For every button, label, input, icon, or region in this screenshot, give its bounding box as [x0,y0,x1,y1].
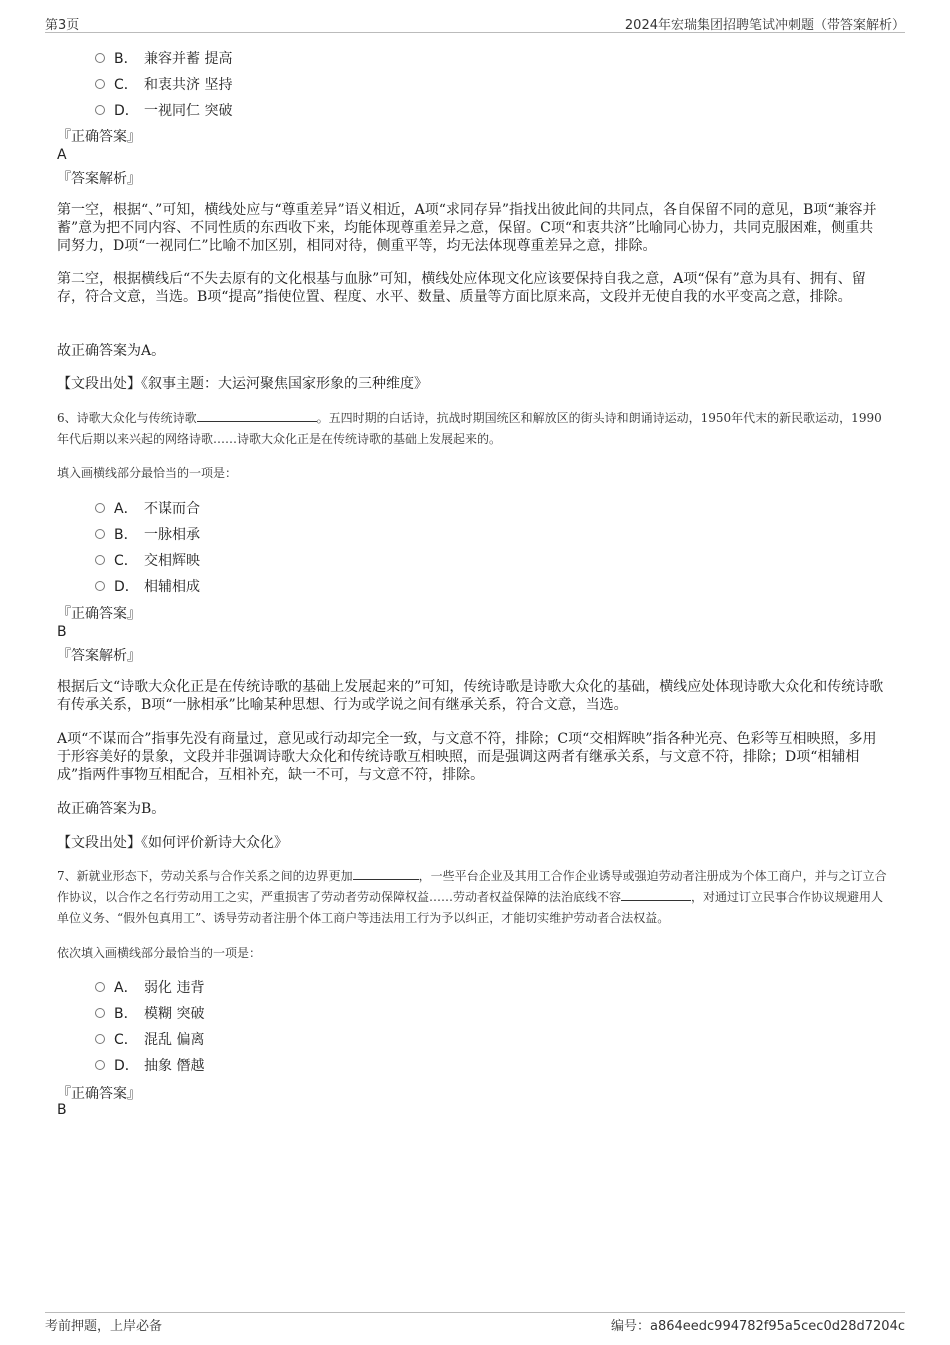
document-title: 2024年宏瑞集团招聘笔试冲刺题（带答案解析） [624,18,905,33]
page-number: 第3页 [45,18,80,33]
q5-conclusion: 故正确答案为A。 [57,343,166,359]
q6-option-a[interactable]: A． 不谋而合 [95,498,200,518]
q7-prompt: 依次填入画横线部分最恰当的一项是： [57,946,262,960]
radio-icon[interactable] [95,1008,105,1018]
radio-icon[interactable] [95,529,105,539]
q5-answer: A [57,147,67,163]
fill-blank [621,888,691,901]
radio-icon[interactable] [95,503,105,513]
option-text: 相辅相成 [144,579,200,595]
q5-option-d[interactable]: D． 一视同仁 突破 [95,100,232,120]
option-text: 弱化 违背 [144,980,205,996]
radio-icon[interactable] [95,53,105,63]
q5-option-c[interactable]: C． 和衷共济 坚持 [95,74,232,94]
q6-source: 【文段出处】《如何评价新诗大众化》 [57,835,288,851]
radio-icon[interactable] [95,555,105,565]
radio-icon[interactable] [95,1060,105,1070]
q6-conclusion: 故正确答案为B。 [57,801,166,817]
fill-blank [197,409,317,422]
q6-option-c[interactable]: C． 交相辉映 [95,550,200,570]
footer-slogan: 考前押题，上岸必备 [45,1319,163,1334]
q6-analysis-label: 『答案解析』 [57,648,141,664]
q7-stem: 7、新就业形态下，劳动关系与合作关系之间的边界更加 ，一些平台企业及其用工合作企业诱导或强迫劳动者注册成为个体工商户，并与之订立合作协议，以合作之名行劳动用工之实，严重损害了劳动者劳动保障权益……劳动者权益保障的法治底线不容 ，对通过订立民事合作协议规避用人单位义务、“假外包真用工”、诱导劳动者注册个体工商户等违法用工行为予以纠正，才能切实维护劳动者合法权益。 [57,869,887,925]
radio-icon[interactable] [95,79,105,89]
option-text: 抽象 僭越 [144,1058,205,1074]
option-text: 不谋而合 [144,501,200,517]
q6-option-d[interactable]: D． 相辅相成 [95,576,200,596]
q6-analysis-para1: 根据后文“诗歌大众化正是在传统诗歌的基础上发展起来的”可知，传统诗歌是诗歌大众化的基础，横线应处体现诗歌大众化和传统诗歌有传承关系，B项“一脉相承”比喻某种思想、行为或学说之间有继承关系，符合文意，当选。 [57,679,884,713]
q6-stem: 6、诗歌大众化与传统诗歌 。五四时期的白话诗，抗战时期国统区和解放区的街头诗和朗诵诗运动，1950年代末的新民歌运动，1990年代后期以来兴起的网络诗歌……诗歌大众化正是在传统诗歌的基础上发展起来的。 [57,411,882,446]
option-text: 一视同仁 突破 [144,103,233,119]
q6-prompt: 填入画横线部分最恰当的一项是： [57,466,238,480]
option-text: 一脉相承 [144,527,200,543]
q7-answer: B [57,1102,67,1118]
q5-source: 【文段出处】《叙事主题：大运河聚焦国家形象的三种维度》 [57,376,428,392]
fill-blank [353,867,419,880]
q7-answer-label: 『正确答案』 [57,1086,141,1102]
q5-analysis-para1: 第一空，根据“、”可知，横线处应与“尊重差异”语义相近，A项“求同存异”指找出彼此间的共同点，各自保留不同的意见，B项“兼容并蓄”意为把不同内容、不同性质的东西收下来，均能体现尊重差异之意，保留。C项“和衷共济”比喻同心协力，共同克服困难，侧重共同努力，D项“一视同仁”比喻不加区别，相同对待，侧重平等，均无法体现尊重差异之意，排除。 [57,202,877,254]
page-footer [45,1312,905,1334]
q6-option-b[interactable]: B． 一脉相承 [95,524,200,544]
option-text: 和衷共济 坚持 [144,77,233,93]
q5-answer-label: 『正确答案』 [57,129,141,145]
q7-option-c[interactable]: C． 混乱 偏离 [95,1029,204,1049]
q5-option-b[interactable]: B． 兼容并蓄 提高 [95,48,232,68]
q5-analysis-label: 『答案解析』 [57,171,141,187]
radio-icon[interactable] [95,982,105,992]
document-serial: 编号：a864eedc994782f95a5cec0d28d7204c [611,1319,905,1334]
q6-answer-label: 『正确答案』 [57,606,141,622]
q7-option-b[interactable]: B． 模糊 突破 [95,1003,204,1023]
option-text: 交相辉映 [144,553,200,569]
q5-analysis-para2: 第二空，根据横线后“不失去原有的文化根基与血脉”可知，横线处应体现文化应该要保持自我之意，A项“保有”意为具有、拥有、留存，符合文意，当选。B项“提高”指使位置、程度、水平、数量、质量等方面比原来高，文段并无使自我的水平变高之意，排除。 [57,271,866,305]
radio-icon[interactable] [95,581,105,591]
option-text: 兼容并蓄 提高 [144,51,233,67]
radio-icon[interactable] [95,1034,105,1044]
radio-icon[interactable] [95,105,105,115]
q6-analysis-para2: A项“不谋而合”指事先没有商量过，意见或行动却完全一致，与文意不符，排除；C项“交相辉映”指各种光亮、色彩等互相映照，多用于形容美好的景象，文段并非强调诗歌大众化和传统诗歌互相映照，而是强调这两者有继承关系，与文意不符，排除；D项“相辅相成”指两件事物互相配合，互相补充，缺一不可，与文意不符，排除。 [57,731,877,783]
q6-answer: B [57,624,67,640]
q7-option-d[interactable]: D． 抽象 僭越 [95,1055,204,1075]
option-text: 模糊 突破 [144,1006,205,1022]
q7-option-a[interactable]: A． 弱化 违背 [95,977,204,997]
option-text: 混乱 偏离 [144,1032,205,1048]
page-header [45,12,905,33]
